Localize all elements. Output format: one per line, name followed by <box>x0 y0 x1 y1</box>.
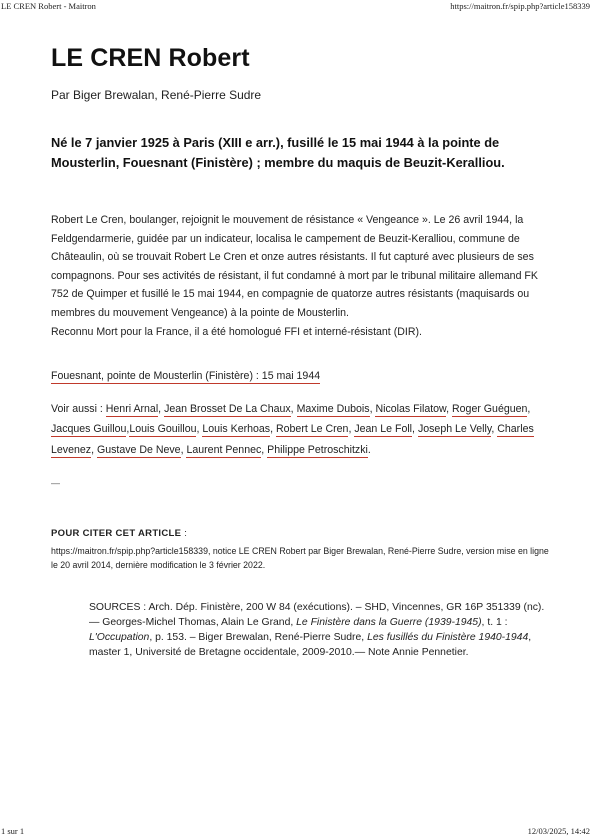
article-body <box>51 211 551 341</box>
print-header-url: https://maitron.fr/spip.php?article158339 <box>450 1 590 11</box>
see-also-link[interactable]: Joseph Le Velly <box>417 423 492 436</box>
see-also-link[interactable]: Roger Guéguen <box>452 403 528 415</box>
sources-text: , p. 153. – Biger Brewalan, René-Pierre Sudre, <box>149 632 368 643</box>
article-lead: Né le 7 janvier 1925 à Paris (XIII e arr.), fusillé le 15 mai 1944 à la pointe de Mousterlin, Fouesnant (Finistère) ; membre du maquis de Beuzit-Keralliou. <box>51 135 505 170</box>
see-also-link[interactable]: Laurent Pennec <box>186 443 262 456</box>
see-also-link[interactable]: Maxime Dubois <box>296 403 370 415</box>
see-also-link[interactable]: Philippe Petroschitzki <box>267 443 368 456</box>
place-line <box>51 370 320 382</box>
print-footer-page: 1 sur 1 <box>1 826 25 836</box>
print-footer <box>0 826 594 838</box>
cite-heading-label: POUR CITER CET ARTICLE <box>51 528 182 539</box>
separator-dash: — <box>51 478 60 488</box>
see-also-link[interactable]: Louis Gouillou <box>129 423 197 436</box>
sources-text: , master 1, Université de Bretagne occidentale, 2009-2010.— Note Annie Pennetier. <box>89 632 532 658</box>
print-header <box>0 0 594 12</box>
see-also-link[interactable]: Charles Levenez <box>51 423 534 456</box>
cite-heading <box>51 528 187 539</box>
article-authors: Par Biger Brewalan, René-Pierre Sudre <box>51 88 262 102</box>
sources-title: L'Occupation <box>89 632 150 643</box>
see-also-link[interactable]: Robert Le Cren <box>276 423 349 436</box>
place-link[interactable]: Fouesnant, pointe de Mousterlin (Finistère) : 15 mai 1944 <box>51 370 321 382</box>
sources-title: Le Finistère dans la Guerre (1939-1945) <box>296 617 482 628</box>
see-also-link[interactable]: Jacques Guillou <box>51 423 127 436</box>
sources-text: , t. 1 : <box>481 617 508 628</box>
see-also-link[interactable]: Gustave De Neve <box>96 443 181 456</box>
page-title: LE CREN Robert <box>51 44 250 72</box>
sources-title: Les fusillés du Finistère 1940-1944 <box>367 632 529 643</box>
see-also-link[interactable]: Jean Brosset De La Chaux <box>164 403 291 415</box>
sources-text: SOURCES : Arch. Dép. Finistère, 200 W 84 (exécutions). – SHD, Vincennes, GR 16P 351339 (nc). — Georges-Michel Thomas, Alain Le Grand, <box>89 602 545 628</box>
print-footer-datetime: 12/03/2025, 14:42 <box>527 826 590 836</box>
cite-text: https://maitron.fr/spip.php?article158339, notice LE CREN Robert par Biger Brewalan, René-Pierre Sudre, version mise en ligne le 20 avril 2014, dernière modification le 3 février 2022. <box>51 546 549 570</box>
sources <box>89 600 549 672</box>
body-paragraph: Robert Le Cren, boulanger, rejoignit le mouvement de résistance « Vengeance ». Le 26 avril 1944, la Feldgendarmerie, guidée par un indicateur, localisa le campement de Beuzit-Keralliou, commune de Châteaulin, où se trouvait Robert Le Cren et onze autres résistants. Il fut capturé avec plusieurs de ses compagnons. Pour ses activités de résistant, il fut condamné à mort par le tribunal militaire allemand FK 752 de Quimper et fusillé le 15 mai 1944, en compagnie de quatorze autres résistants (maquisards ou membres du mouvement Vengeance) à la pointe de Mousterlin. <box>51 214 538 319</box>
print-header-title: LE CREN Robert - Maitron <box>1 1 96 11</box>
see-also-link[interactable]: Louis Kerhoas <box>202 423 271 436</box>
see-also-link[interactable]: Nicolas Filatow <box>375 403 447 415</box>
see-also-link[interactable]: Henri Arnal <box>105 403 159 415</box>
body-paragraph: Reconnu Mort pour la France, il a été homologué FFI et interné-résistant (DIR). <box>51 325 422 338</box>
see-also: Voir aussi : Henri Arnal, Jean Brosset De La Chaux, Maxime Dubois, Nicolas Filatow, Roger Guéguen, Jacques Guillou,Louis Gouillou, Louis Kerhoas, Robert Le Cren, Jean Le Foll, Joseph Le Velly, Charles Levenez, Gustave De Neve, Laurent Pennec, Philippe Petroschitzki. <box>51 403 534 456</box>
see-also-link[interactable]: Jean Le Foll <box>354 423 413 436</box>
see-also-label: Voir aussi : <box>51 403 106 415</box>
cite-heading-colon: : <box>181 528 188 539</box>
